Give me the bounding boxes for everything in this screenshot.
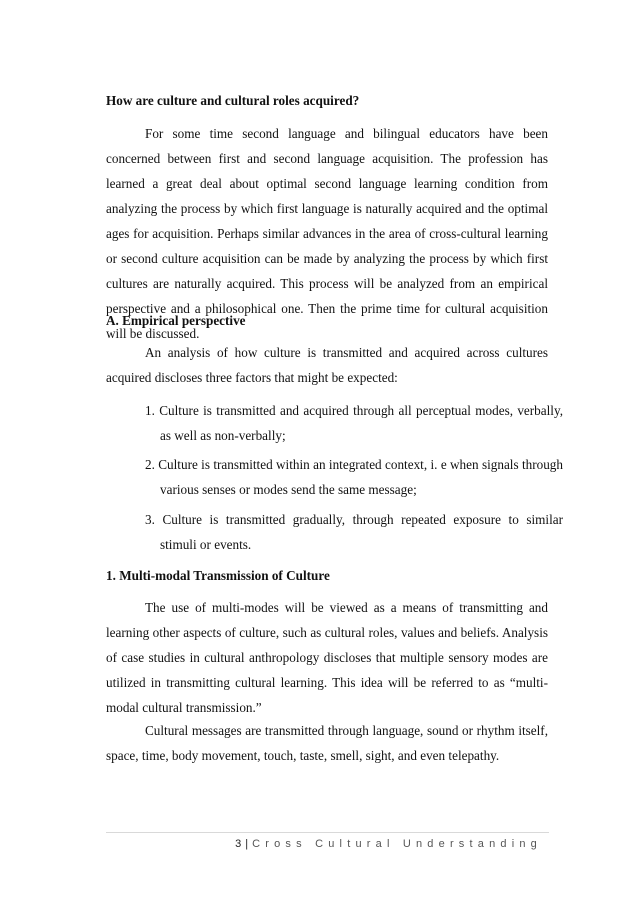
paragraph-intro: For some time second language and bilingual educators have been concerned between first and second language acquisition. The profession has learned a great deal about optimal second language learning condition from analyzing the process by which first language is naturally acquired and the optimal ages for acquisition. Perhaps similar advances in the area of cross-cultural learning or second culture acquisition can be made by analyzing the process by which first cultures are naturally acquired. This process will be analyzed from an empirical perspective and a philosophical one. Then the prime time for cultural acquisition will be discussed.	[106, 126, 548, 341]
footer-title: Cross Cultural Understanding	[252, 838, 542, 850]
list-item: 2. Culture is transmitted within an integrated context, i. e when signals through various senses or modes send the same message;	[145, 457, 563, 497]
paragraph-multimodal: The use of multi-modes will be viewed as a means of transmitting and learning other aspects of culture, such as cultural roles, values and beliefs. Analysis of case studies in cultural anthropology discloses that multiple sensory modes are utilized in transmitting cultural learning. This idea will be referred to as “multi-modal cultural transmission.”	[106, 600, 548, 715]
section-heading-acquisition: How are culture and cultural roles acquired?	[106, 93, 360, 108]
page-number: 3	[235, 838, 242, 850]
paragraph-cultural-messages: Cultural messages are transmitted through language, sound or rhythm itself, space, time, body movement, touch, taste, smell, sight, and even telepathy.	[106, 723, 548, 763]
footer-separator: |	[245, 838, 249, 850]
list-item: 3. Culture is transmitted gradually, through repeated exposure to similar stimuli or events.	[145, 512, 563, 552]
page-footer	[235, 838, 542, 850]
footer-divider	[106, 832, 549, 833]
section-heading-empirical: A. Empirical perspective	[106, 313, 246, 328]
section-heading-multimodal: 1. Multi-modal Transmission of Culture	[106, 568, 330, 583]
paragraph-empirical: An analysis of how culture is transmitted and acquired across cultures acquired discloses three factors that might be expected:	[106, 345, 548, 385]
list-item: 1. Culture is transmitted and acquired through all perceptual modes, verbally, as well as non-verbally;	[145, 403, 563, 443]
